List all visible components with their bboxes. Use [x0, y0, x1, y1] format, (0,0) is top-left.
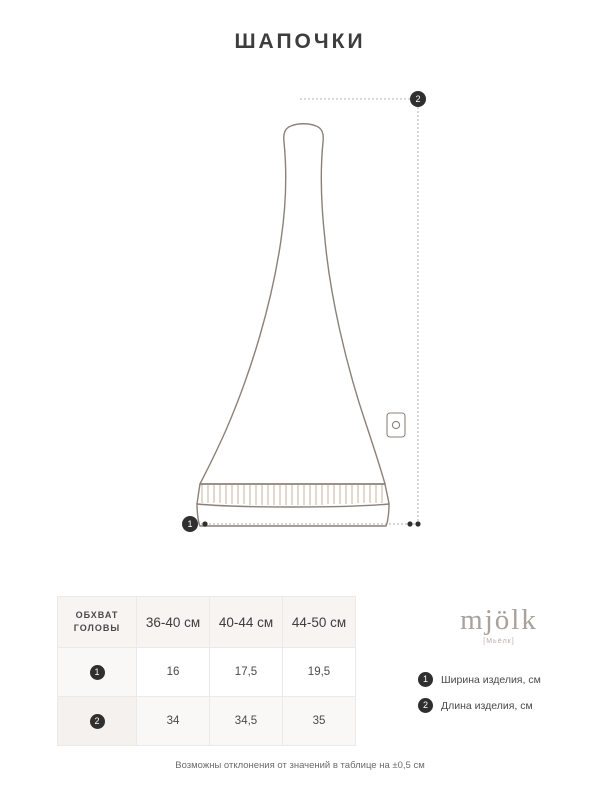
row-bubble-1: 1 — [90, 665, 105, 680]
legend-item-1 — [418, 672, 541, 687]
table-header-size-3: 44-50 см — [283, 597, 356, 648]
cell-r2c2: 34,5 — [210, 697, 283, 746]
table-row — [58, 697, 356, 746]
legend-label-2: Длина изделия, см — [441, 699, 533, 712]
legend-bubble-1: 1 — [418, 672, 433, 687]
table-header-measure — [58, 597, 137, 648]
page-title: ШАПОЧКИ — [234, 30, 366, 53]
legend — [418, 672, 541, 724]
cell-r1c1: 16 — [137, 648, 210, 697]
hat-technical-drawing — [0, 80, 600, 560]
marker-2: 2 — [410, 91, 426, 107]
cell-r1c2: 17,5 — [210, 648, 283, 697]
row-marker-1 — [58, 648, 137, 697]
brand-subtitle: [Мьёлк] — [483, 638, 515, 645]
table-header-measure-line2: ГОЛОВЫ — [73, 623, 121, 633]
brim-ribbing — [202, 485, 382, 505]
table-header-row — [58, 597, 356, 648]
table-header-measure-line1: ОБХВАТ — [75, 610, 119, 620]
table-header-size-2: 40-44 см — [210, 597, 283, 648]
brand-name: mjölk — [460, 604, 538, 636]
cell-r2c1: 34 — [137, 697, 210, 746]
footnote: Возможны отклонения от значений в таблице на ±0,5 см — [175, 760, 425, 771]
cell-r2c3: 35 — [283, 697, 356, 746]
marker-1: 1 — [182, 516, 198, 532]
guide-lines — [197, 99, 418, 524]
size-table — [57, 596, 356, 746]
legend-item-2 — [418, 698, 541, 713]
row-marker-2 — [58, 697, 137, 746]
tag-label-icon — [387, 413, 405, 437]
table-row — [58, 648, 356, 697]
table-header-size-1: 36-40 см — [137, 597, 210, 648]
cell-r1c3: 19,5 — [283, 648, 356, 697]
hat-outline — [197, 124, 389, 526]
row-bubble-2: 2 — [90, 714, 105, 729]
legend-label-1: Ширина изделия, см — [441, 673, 541, 686]
legend-bubble-2: 2 — [418, 698, 433, 713]
brand-logo — [444, 604, 554, 645]
